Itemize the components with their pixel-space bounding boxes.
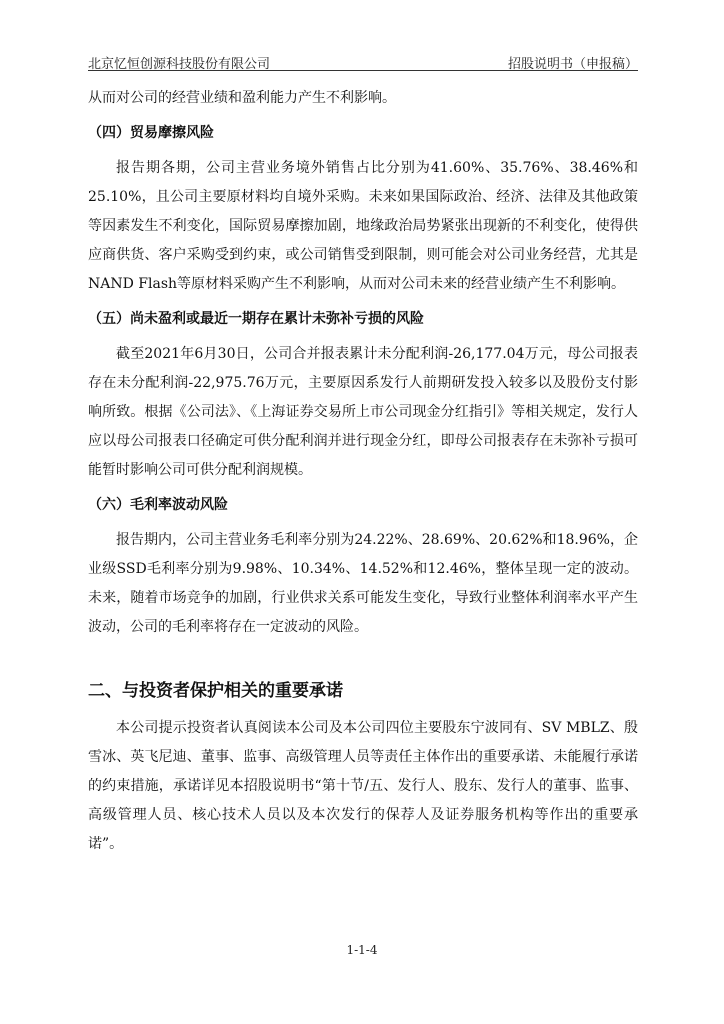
chapter-investor-protection-paragraph: 本公司提示投资者认真阅读本公司及本公司四位主要股东宁波同有、SV MBLZ、殷雪冰、英飞尼迪、董事、监事、高级管理人员等责任主体作出的重要承诺、未能履行承诺的约束措施，承诺详见本招股说明书“第十节/五、发行人、股东、发行人的董事、监事、高级管理人员、核心技术人员以及本次发行的保荐人及证券服务机构等作出的重要承诺”。 xyxy=(88,720,638,852)
section-margin-paragraph: 报告期内，公司主营业务毛利率分别为24.22%、28.69%、20.62%和18.96%，企业级SSD毛利率分别为9.98%、10.34%、14.52%和12.46%，整体呈现一定的波动。未来，随着市场竞争的加剧，行业供求关系可能发生变化，导致行业整体利润率水平产生波动，公司的毛利率将存在一定波动的风险。 xyxy=(88,532,638,635)
header-divider xyxy=(88,70,638,71)
header-doc-type: 招股说明书（申报稿） xyxy=(507,57,638,72)
intro-line: 从而对公司的经营业绩和盈利能力产生不利影响。 xyxy=(88,90,396,106)
section-trade-friction-title: （四）贸易摩擦风险 xyxy=(88,125,214,141)
page-content xyxy=(88,84,638,859)
section-losses-title: （五）尚未盈利或最近一期存在累计未弥补亏损的风险 xyxy=(88,311,424,327)
header-company: 北京忆恒创源科技股份有限公司 xyxy=(88,57,271,72)
section-trade-friction-paragraph: 报告期各期，公司主营业务境外销售占比分别为41.60%、35.76%、38.46%和25.10%，且公司主要原材料均自境外采购。未来如果国际政治、经济、法律及其他政策等因素发生不利变化，国际贸易摩擦加剧，地缘政治局势紧张出现新的不利变化，使得供应商供货、客户采购受到约束，或公司销售受到限制，则可能会对公司业务经营，尤其是NAND Flash等原材料采购产生不利影响，从而对公司未来的经营业绩产生不利影响。 xyxy=(88,160,638,292)
chapter-investor-protection-title: 二、与投资者保护相关的重要承诺 xyxy=(88,681,343,701)
page-header xyxy=(88,48,638,72)
page-number: 1-1-4 xyxy=(346,943,378,957)
section-losses-paragraph: 截至2021年6月30日，公司合并报表累计未分配利润-26,177.04万元，母公司报表存在未分配利润-22,975.76万元，主要原因系发行人前期研发投入较多以及股份支付影响所致。根据《公司法》、《上海证券交易所上市公司现金分红指引》等相关规定，发行人应以母公司报表口径确定可供分配利润并进行现金分红，即母公司报表存在未弥补亏损可能暂时影响公司可供分配利润规模。 xyxy=(88,346,638,478)
section-margin-title: （六）毛利率波动风险 xyxy=(88,497,228,513)
